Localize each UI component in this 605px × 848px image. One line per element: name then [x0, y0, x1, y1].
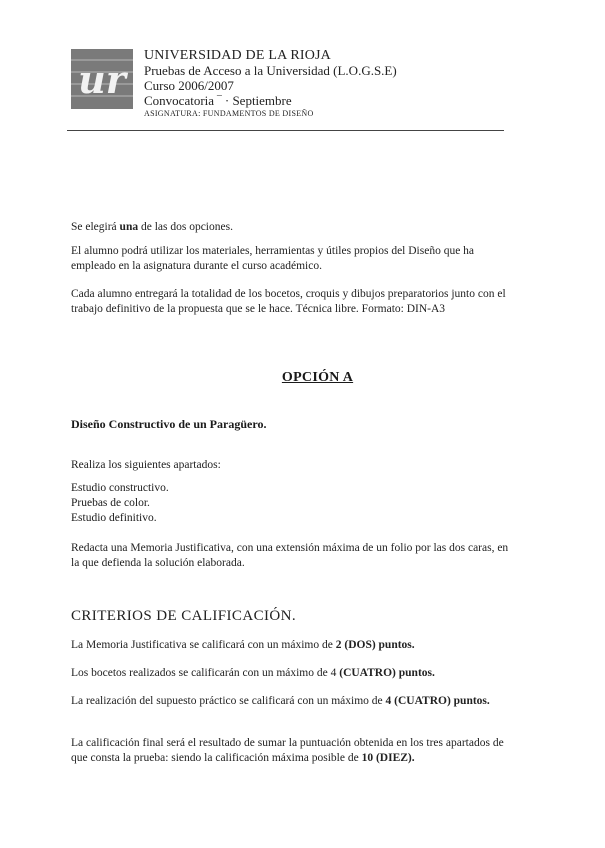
header-divider — [67, 130, 504, 131]
list-item: Estudio constructivo. — [71, 482, 169, 494]
university-logo — [71, 49, 133, 109]
criteria-1-text: La Memoria Justificativa se calificará con un máximo de — [71, 639, 336, 651]
criteria-4-points: 10 (DIEZ). — [361, 752, 415, 764]
intro-choice-bold: una — [119, 221, 139, 233]
logo-mark-icon — [71, 49, 133, 109]
criteria-3-text: La realización del supuesto práctico se calificará con un máximo de — [71, 695, 386, 707]
criteria-memoria — [71, 638, 511, 653]
list-item: Pruebas de color. — [71, 497, 150, 509]
intro-delivery: Cada alumno entregará la totalidad de los bocetos, croquis y dibujos preparatorios junto con el trabajo definitivo de la propuesta que se le hace. Técnica libre. Formato: DIN-A3 — [71, 288, 506, 315]
intro-choice-after: de las dos opciones. — [138, 221, 233, 233]
exam-name: Pruebas de Acceso a la Universidad (L.O.G.S.E) — [144, 63, 397, 78]
criteria-final — [71, 736, 511, 766]
convocatoria: Convocatoria ‾ · Septiembre — [144, 93, 292, 108]
criteria-1-points: 2 (DOS) puntos. — [335, 639, 415, 651]
subject-name: ASIGNATURA: FUNDAMENTOS DE DISEÑO — [144, 109, 314, 118]
option-memoria: Redacta una Memoria Justificativa, con una extensión máxima de un folio por las dos caras, en la que defienda la solución elaborada. — [71, 542, 509, 569]
criteria-practico — [71, 694, 511, 709]
logo-text: ur — [78, 57, 126, 102]
header-block — [144, 48, 504, 120]
option-items — [71, 481, 169, 526]
option-title: Diseño Constructivo de un Paragüero. — [71, 417, 267, 431]
university-name: UNIVERSIDAD DE LA RIOJA — [144, 48, 331, 63]
criteria-2-points: (CUATRO) puntos. — [339, 667, 435, 679]
course-year: Curso 2006/2007 — [144, 78, 234, 93]
list-item: Estudio definitivo. — [71, 512, 157, 524]
option-heading: OPCIÓN A — [281, 370, 354, 385]
intro-choice — [71, 220, 511, 235]
criteria-2-text: Los bocetos realizados se calificarán con un máximo de 4 — [71, 667, 340, 679]
criteria-bocetos — [71, 666, 511, 681]
criteria-3-points: 4 (CUATRO) puntos. — [385, 695, 490, 707]
criteria-4-text: La calificación final será el resultado de sumar la puntuación obtenida en los tres apartados de que consta la prueba: siendo la calificación máxima posible de — [71, 737, 504, 764]
criteria-heading: CRITERIOS DE CALIFICACIÓN. — [71, 608, 296, 624]
intro-materials: El alumno podrá utilizar los materiales, herramientas y útiles propios del Diseño que ha empleado en la asignatura durante el curso académico. — [71, 245, 475, 272]
intro-choice-before: Se elegirá — [71, 221, 120, 233]
option-instructions: Realiza los siguientes apartados: — [71, 459, 221, 471]
